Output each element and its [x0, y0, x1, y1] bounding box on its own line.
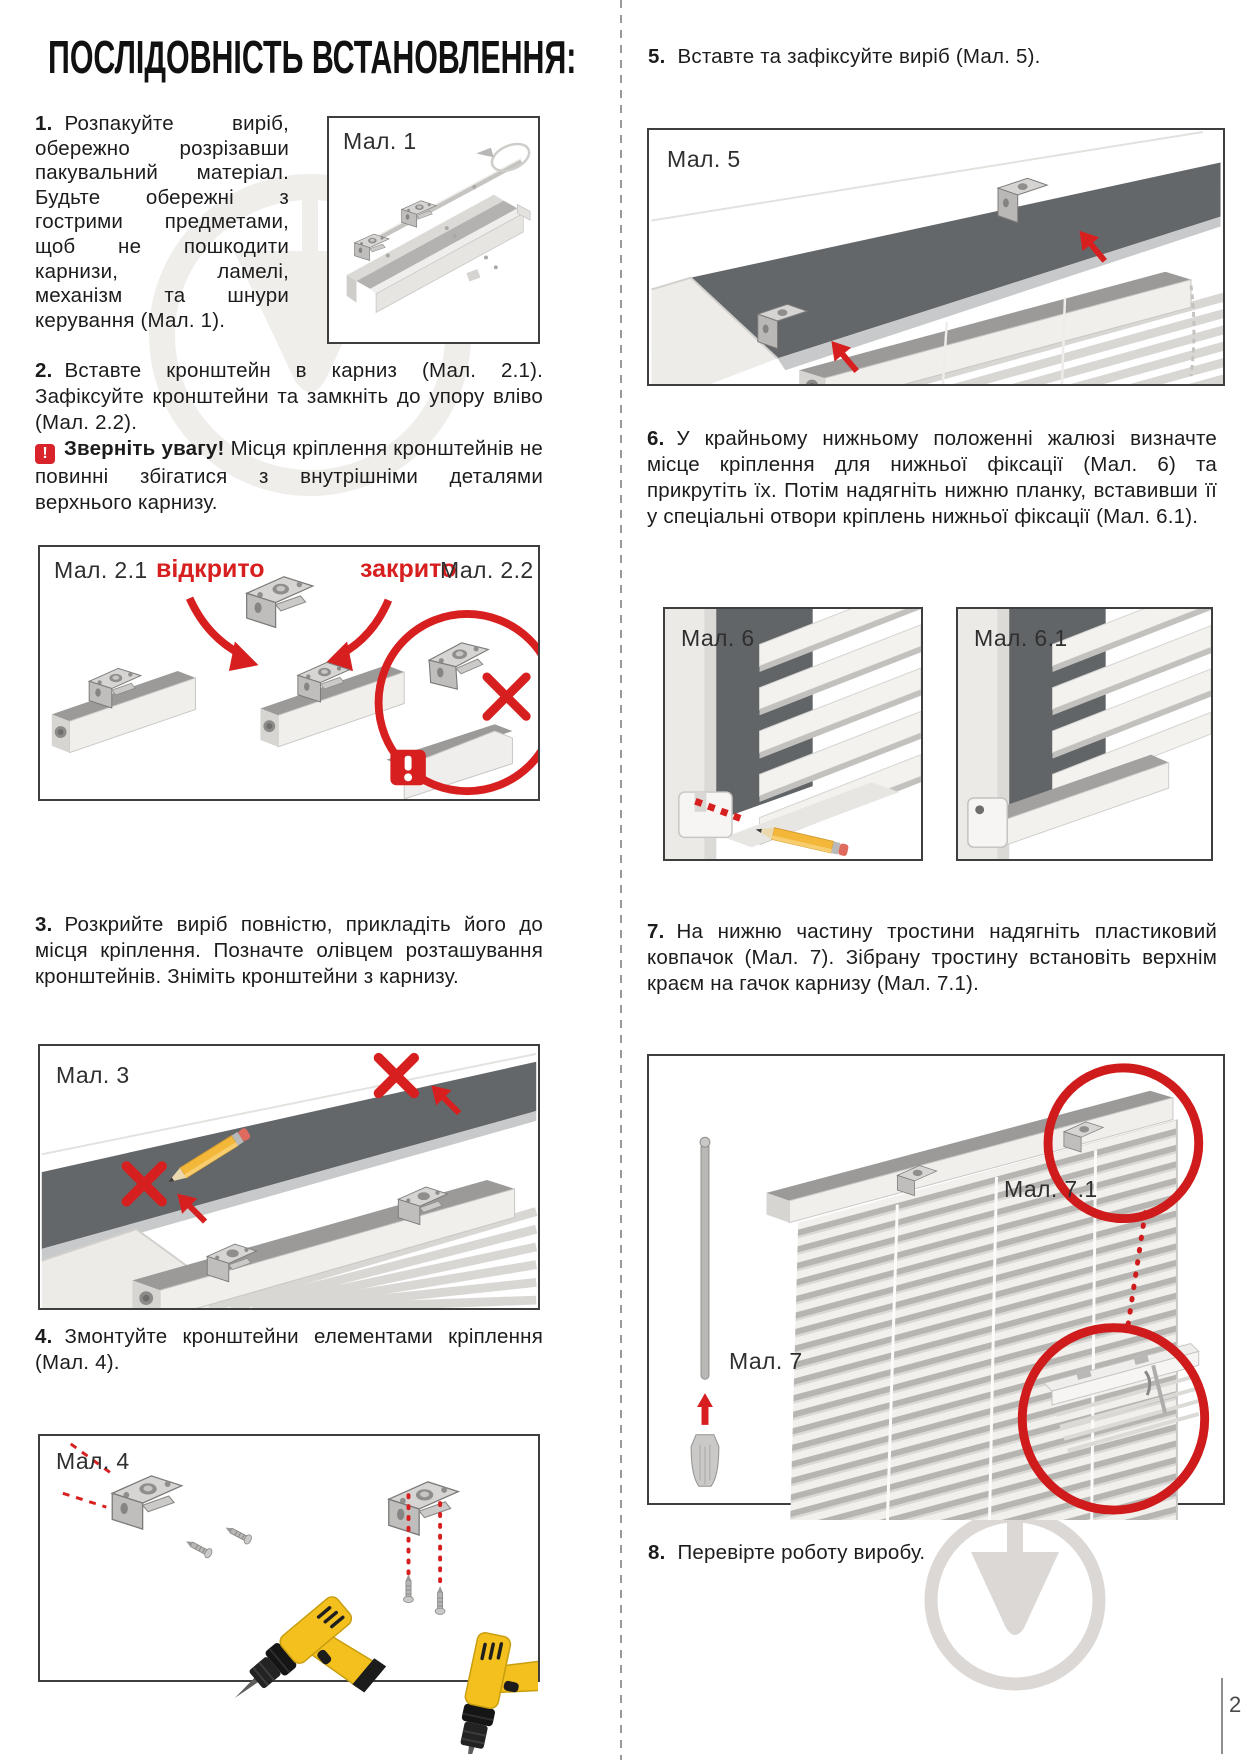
fig4-illustration: [40, 1436, 538, 1754]
step-3: [35, 912, 543, 990]
page-number: 2: [1229, 1692, 1242, 1717]
figure-label: Мал. 7: [729, 1348, 803, 1374]
figure-label: Мал. 6.1: [974, 625, 1068, 651]
figure-detail-label: Мал. 7.1: [1004, 1176, 1098, 1202]
state-closed-label: закрито: [360, 555, 457, 583]
figure-4-box: [38, 1434, 540, 1682]
step-text: На нижню частину тростини надягніть пластиковий ковпачок (Мал. 7). Зібрану тростину встановіть верхнім краєм на гачок карнизу (Мал. 7.1).: [647, 920, 1217, 995]
figure-1-box: [327, 116, 540, 344]
figure-5-box: [647, 128, 1225, 386]
figure-7-box: [647, 1054, 1225, 1505]
figure-6-box: [663, 607, 923, 861]
figure-label: Мал. 6: [681, 625, 755, 651]
fig7-illustration: [649, 1056, 1223, 1520]
column-divider: [620, 0, 622, 1760]
figure-2-box: [38, 545, 540, 801]
state-open-label: відкрито: [156, 555, 265, 583]
step-8: [648, 1540, 1068, 1566]
step-number: 2.: [35, 359, 53, 382]
step-1: [35, 112, 289, 333]
step-number: 4.: [35, 1325, 53, 1348]
step-5: [648, 44, 1208, 70]
figure-6-1-box: [956, 607, 1213, 861]
fig2-illustration: [40, 547, 538, 799]
step-number: 8.: [648, 1541, 666, 1564]
figure-3-box: [38, 1044, 540, 1310]
step-6: [647, 426, 1217, 530]
step-text: Змонтуйте кронштейни елементами кріплення (Мал. 4).: [35, 1325, 543, 1374]
step-number: 7.: [647, 920, 665, 943]
step-2: [35, 358, 543, 516]
figure-label: Мал. 3: [56, 1062, 130, 1088]
step-text: Розпакуйте виріб, обережно розрізавши пакувальний матеріал. Будьте обережні з гострими предметами, щоб не пошкодити карнизи, ламелі, механізм та шнури керування (Мал. 1).: [35, 112, 289, 332]
step-number: 6.: [647, 427, 665, 450]
figure-label: Мал. 5: [667, 146, 741, 172]
step-number: 3.: [35, 913, 53, 936]
step-text: У крайньому нижньому положенні жалюзі визначте місце кріплення для нижньої фіксації (Мал. 6) та прикрутіть їх. Потім надягніть нижню планку, вставивши її у спеціальні отвори кріплень нижньої фіксації (Мал. 6.1).: [647, 427, 1217, 528]
figure-label: Мал. 4: [56, 1448, 130, 1474]
step-number: 5.: [648, 45, 666, 68]
page-title: ПОСЛІДОВНІСТЬ ВСТАНОВЛЕННЯ:: [48, 31, 577, 83]
figure-label: Мал. 2.1: [54, 557, 148, 583]
step-7: [647, 919, 1217, 997]
step-text: Перевірте роботу виробу.: [677, 1541, 926, 1564]
step-4: [35, 1324, 543, 1376]
step-text: Розкрийте виріб повністю, прикладіть його до місця кріплення. Позначте олівцем розташування кронштейнів. Зніміть кронштейни з карнизу.: [35, 913, 543, 988]
warning-text: Місця кріплення кронштейнів не повинні збігатися з внутрішніми деталями верхнього карнизу.: [35, 437, 543, 514]
step-number: 1.: [35, 112, 53, 135]
page-number-rule: [1221, 1678, 1223, 1754]
figure-label: Мал. 2.2: [440, 557, 534, 583]
warning-label: Зверніть увагу!: [64, 437, 225, 460]
step-text: Вставте кронштейн в карниз (Мал. 2.1). Зафіксуйте кронштейни та замкніть до упору вліво (Мал. 2.2).: [35, 359, 543, 434]
figure-label: Мал. 1: [343, 128, 417, 154]
warning-icon: !: [35, 444, 55, 464]
step-text: Вставте та зафіксуйте виріб (Мал. 5).: [677, 45, 1041, 68]
